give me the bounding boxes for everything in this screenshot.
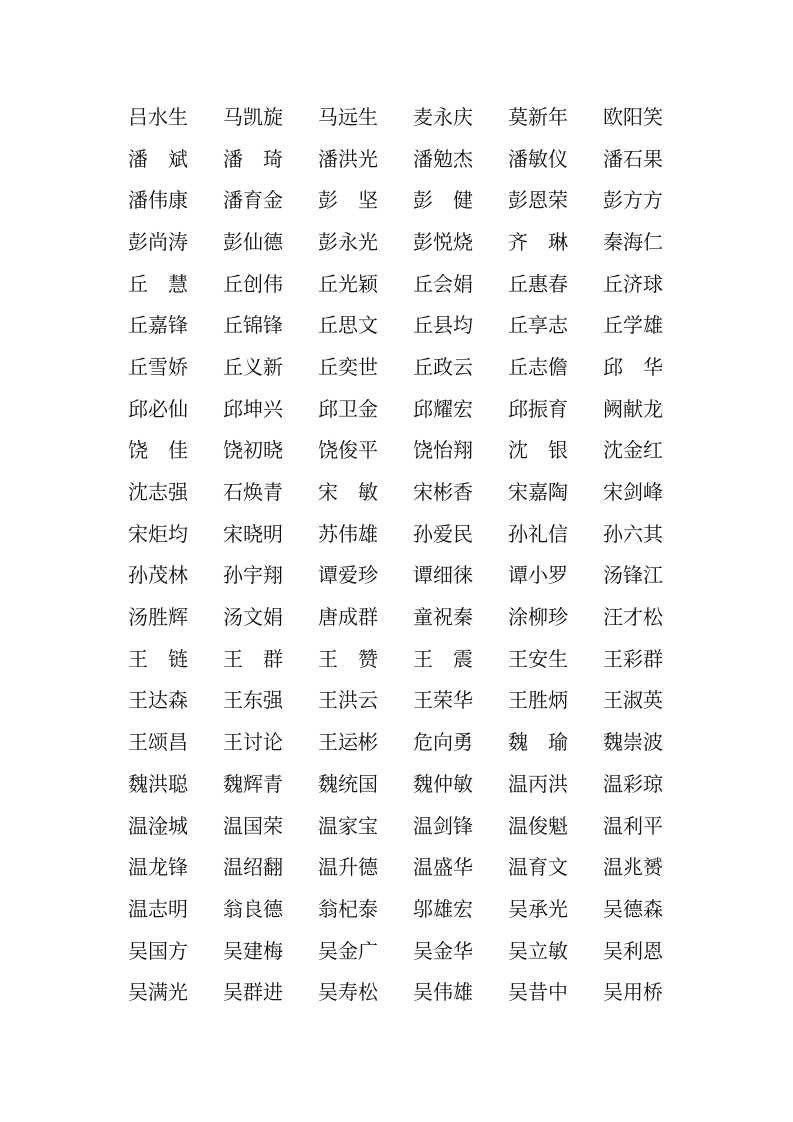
name-entry: 邱必仙	[128, 396, 188, 421]
name-entry: 饶初晓	[223, 438, 283, 463]
name-entry: 谭小罗	[508, 563, 568, 588]
name-entry: 魏洪聪	[128, 771, 188, 796]
name-entry: 齐 琳	[508, 229, 568, 254]
name-entry: 温育文	[508, 855, 568, 880]
name-entry: 王 震	[413, 646, 473, 671]
name-entry: 宋嘉陶	[508, 480, 568, 505]
name-entry: 彭悦烧	[413, 229, 473, 254]
name-entry: 欧阳笑	[603, 104, 663, 129]
name-entry: 丘思文	[318, 313, 378, 338]
name-entry: 宋剑峰	[603, 480, 663, 505]
name-entry: 吴满光	[128, 980, 188, 1005]
name-entry: 潘石果	[603, 146, 663, 171]
name-entry: 魏崇波	[603, 730, 663, 755]
name-entry: 魏仲敏	[413, 771, 473, 796]
name-entry: 丘学雄	[603, 313, 663, 338]
name-entry: 温俊魁	[508, 813, 568, 838]
name-entry: 翁杞泰	[318, 896, 378, 921]
name-entry: 吴寿松	[318, 980, 378, 1005]
name-entry: 涂柳珍	[508, 605, 568, 630]
name-entry: 孙茂林	[128, 563, 188, 588]
name-entry: 邱耀宏	[413, 396, 473, 421]
name-entry: 沈志强	[128, 480, 188, 505]
name-entry: 魏 瑜	[508, 730, 568, 755]
name-entry: 潘勉杰	[413, 146, 473, 171]
name-entry: 危向勇	[413, 730, 473, 755]
name-entry: 汪才松	[603, 605, 663, 630]
name-entry: 潘育金	[223, 188, 283, 213]
name-entry: 唐成群	[318, 605, 378, 630]
name-entry: 王讨论	[223, 730, 283, 755]
name-entry: 吴群进	[223, 980, 283, 1005]
name-entry: 邬雄宏	[413, 896, 473, 921]
name-entry: 麦永庆	[413, 104, 473, 129]
name-entry: 丘义新	[223, 354, 283, 379]
name-entry: 丘嘉锋	[128, 313, 188, 338]
name-entry: 孙爱民	[413, 521, 473, 546]
name-entry: 温剑锋	[413, 813, 473, 838]
name-entry: 孙六其	[603, 521, 663, 546]
name-entry: 吴建梅	[223, 938, 283, 963]
name-entry: 吴立敏	[508, 938, 568, 963]
name-entry: 潘伟康	[128, 188, 188, 213]
name-entry: 吴承光	[508, 896, 568, 921]
name-entry: 王洪云	[318, 688, 378, 713]
name-entry: 王达森	[128, 688, 188, 713]
name-entry: 谭爱珍	[318, 563, 378, 588]
name-entry: 石焕青	[223, 480, 283, 505]
name-entry: 王 链	[128, 646, 188, 671]
name-entry: 吴利恩	[603, 938, 663, 963]
name-entry: 彭永光	[318, 229, 378, 254]
name-entry: 汤锋江	[603, 563, 663, 588]
name-entry: 温志明	[128, 896, 188, 921]
name-entry: 王颂昌	[128, 730, 188, 755]
name-entry: 宋彬香	[413, 480, 473, 505]
name-entry: 邱坤兴	[223, 396, 283, 421]
name-entry: 马远生	[318, 104, 378, 129]
name-entry: 潘洪光	[318, 146, 378, 171]
name-entry: 潘敏仪	[508, 146, 568, 171]
name-entry: 吴伟雄	[413, 980, 473, 1005]
name-entry: 彭恩荣	[508, 188, 568, 213]
name-entry: 丘雪娇	[128, 354, 188, 379]
name-entry: 丘惠春	[508, 271, 568, 296]
name-entry: 王彩群	[603, 646, 663, 671]
name-entry: 孙礼信	[508, 521, 568, 546]
name-entry: 丘志儋	[508, 354, 568, 379]
name-entry: 王胜炳	[508, 688, 568, 713]
name-entry: 潘 琦	[223, 146, 283, 171]
name-entry: 温盛华	[413, 855, 473, 880]
name-entry: 汤文娟	[223, 605, 283, 630]
name-entry: 丘锦锋	[223, 313, 283, 338]
name-entry: 王 赞	[318, 646, 378, 671]
name-entry: 邱卫金	[318, 396, 378, 421]
name-entry: 吴德森	[603, 896, 663, 921]
name-entry: 翁良德	[223, 896, 283, 921]
name-entry: 彭 坚	[318, 188, 378, 213]
name-entry: 莫新年	[508, 104, 568, 129]
name-list-grid	[128, 96, 688, 1013]
name-entry: 彭尚涛	[128, 229, 188, 254]
name-entry: 马凯旋	[223, 104, 283, 129]
name-entry: 温家宝	[318, 813, 378, 838]
name-entry: 王淑英	[603, 688, 663, 713]
name-entry: 饶俊平	[318, 438, 378, 463]
name-entry: 彭方方	[603, 188, 663, 213]
name-entry: 吴金广	[318, 938, 378, 963]
name-entry: 丘创伟	[223, 271, 283, 296]
name-entry: 宋炬均	[128, 521, 188, 546]
name-entry: 饶 佳	[128, 438, 188, 463]
name-entry: 宋晓明	[223, 521, 283, 546]
name-entry: 阙献龙	[603, 396, 663, 421]
name-entry: 丘享志	[508, 313, 568, 338]
name-entry: 吕水生	[128, 104, 188, 129]
name-entry: 苏伟雄	[318, 521, 378, 546]
name-entry: 童祝秦	[413, 605, 473, 630]
name-entry: 吴用桥	[603, 980, 663, 1005]
name-entry: 秦海仁	[603, 229, 663, 254]
name-entry: 潘 斌	[128, 146, 188, 171]
name-entry: 彭仙德	[223, 229, 283, 254]
name-entry: 吴金华	[413, 938, 473, 963]
name-entry: 吴国方	[128, 938, 188, 963]
name-entry: 温淦城	[128, 813, 188, 838]
name-entry: 宋 敏	[318, 480, 378, 505]
name-entry: 王 群	[223, 646, 283, 671]
name-entry: 温兆赟	[603, 855, 663, 880]
name-entry: 丘奕世	[318, 354, 378, 379]
name-entry: 丘光颖	[318, 271, 378, 296]
name-entry: 丘县均	[413, 313, 473, 338]
name-entry: 魏辉青	[223, 771, 283, 796]
name-entry: 魏统国	[318, 771, 378, 796]
name-entry: 沈金红	[603, 438, 663, 463]
name-entry: 王安生	[508, 646, 568, 671]
name-entry: 王东强	[223, 688, 283, 713]
name-entry: 谭细徕	[413, 563, 473, 588]
name-entry: 吴昔中	[508, 980, 568, 1005]
name-entry: 王运彬	[318, 730, 378, 755]
name-entry: 温丙洪	[508, 771, 568, 796]
name-entry: 温国荣	[223, 813, 283, 838]
name-entry: 温绍翻	[223, 855, 283, 880]
name-entry: 丘政云	[413, 354, 473, 379]
name-entry: 孙宇翔	[223, 563, 283, 588]
name-entry: 温利平	[603, 813, 663, 838]
name-entry: 丘济球	[603, 271, 663, 296]
name-entry: 温彩琼	[603, 771, 663, 796]
name-entry: 汤胜辉	[128, 605, 188, 630]
name-entry: 邱振育	[508, 396, 568, 421]
name-entry: 丘 慧	[128, 271, 188, 296]
name-entry: 王荣华	[413, 688, 473, 713]
name-entry: 彭 健	[413, 188, 473, 213]
name-entry: 饶怡翔	[413, 438, 473, 463]
name-entry: 丘会娟	[413, 271, 473, 296]
name-entry: 沈 银	[508, 438, 568, 463]
name-entry: 邱 华	[603, 354, 663, 379]
name-entry: 温升德	[318, 855, 378, 880]
name-entry: 温龙锋	[128, 855, 188, 880]
